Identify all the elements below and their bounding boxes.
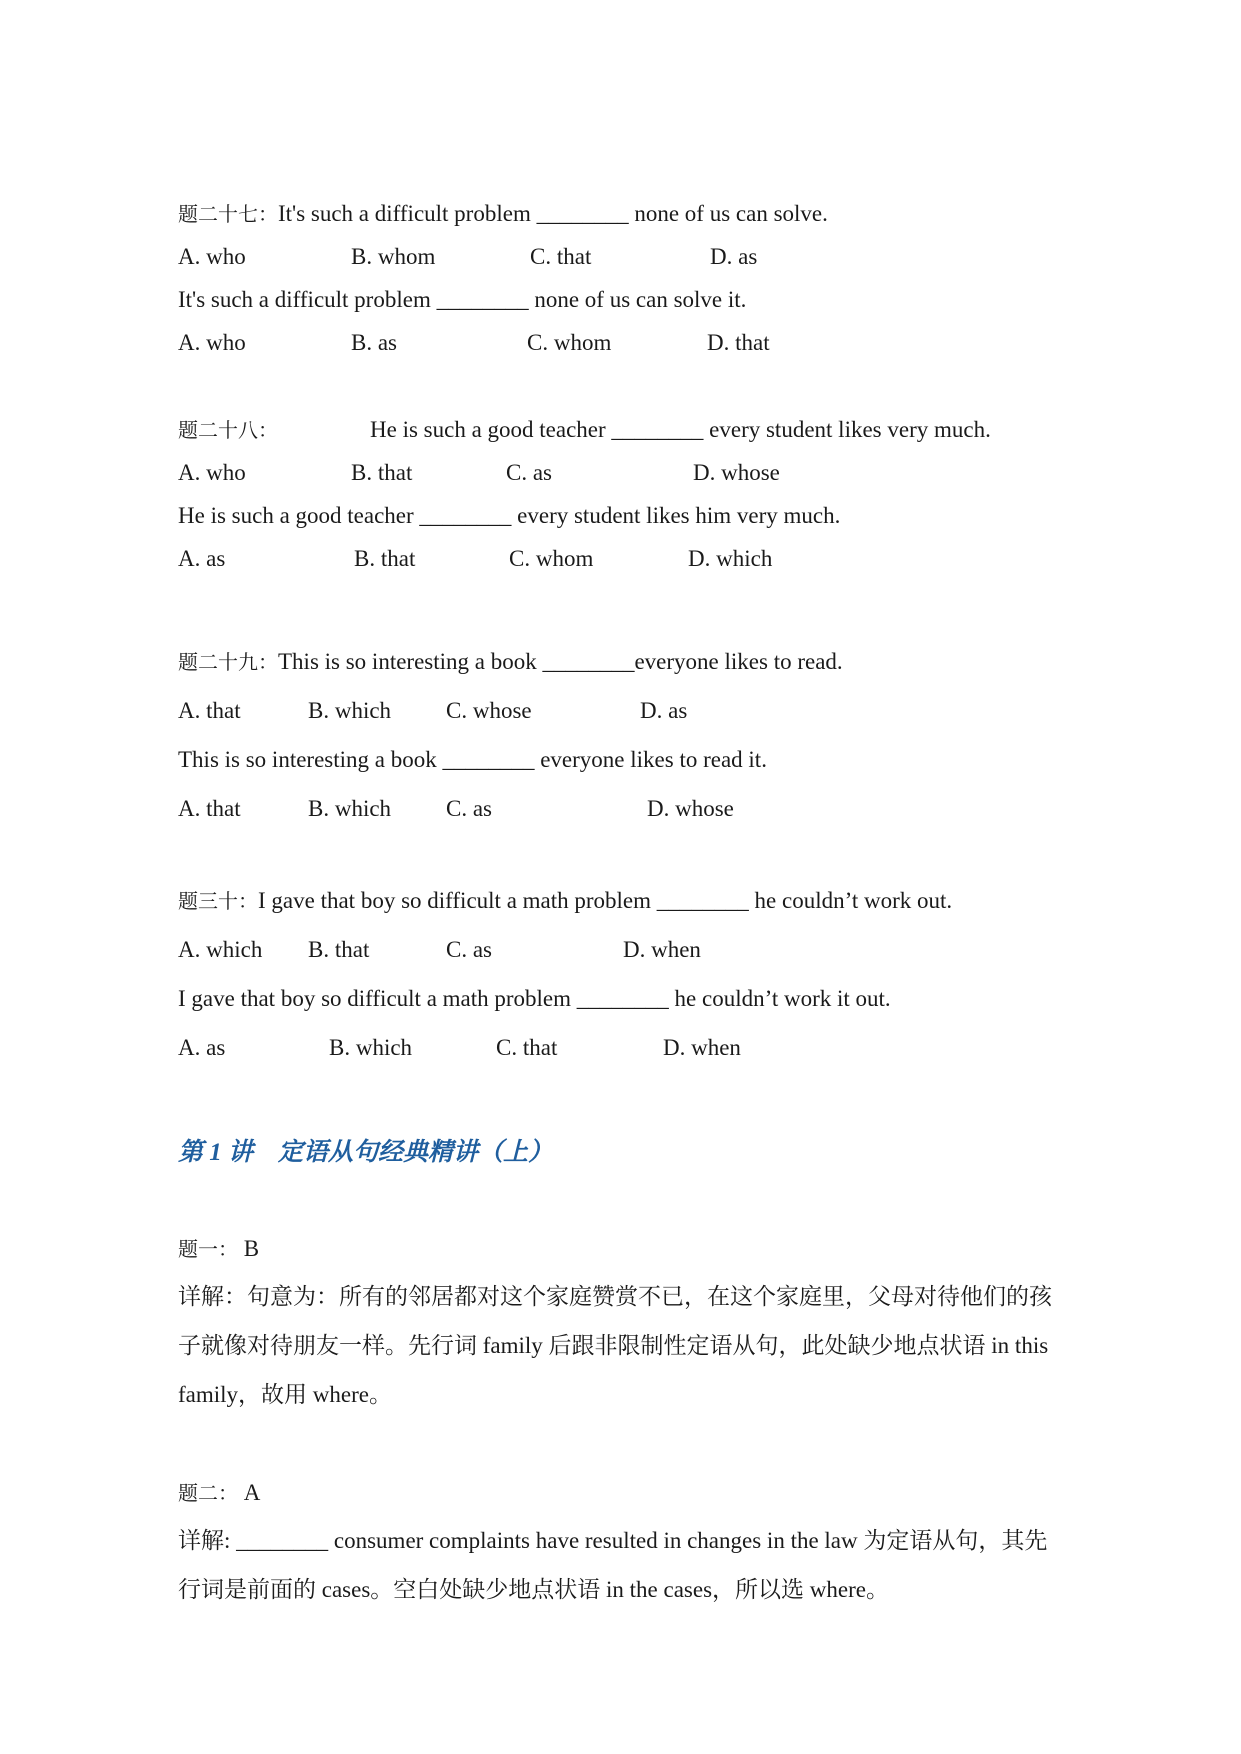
option-c: C. whom: [527, 330, 612, 355]
question-28-stem: [178, 415, 991, 446]
option-b: B. which: [308, 796, 392, 821]
option-b: B. whom: [351, 244, 436, 269]
option-c: C. as: [446, 796, 492, 821]
option-a: A. as: [178, 1035, 226, 1060]
answer-1-header: [178, 1234, 259, 1265]
option-d: D. that: [707, 330, 770, 355]
option-b: B. that: [351, 460, 413, 485]
option-a: A. who: [178, 460, 246, 485]
option-c: C. that: [530, 244, 592, 269]
option-a: A. who: [178, 330, 246, 355]
answer-value: A: [243, 1480, 261, 1505]
explanation-text: 详解：句意为：所有的邻居都对这个家庭赞赏不已，在这个家庭里，父母对待他们的孩子就像对待朋友一样。先行词 family 后跟非限制性定语从句，此处缺少地点状语 in this family，故用 where。: [178, 1284, 1052, 1407]
option-c: C. as: [446, 937, 492, 962]
option-b: B. that: [354, 546, 416, 571]
answer-2-header: [178, 1478, 260, 1509]
section-heading: 第 1 讲 定语从句经典精讲（上）: [178, 1139, 554, 1166]
option-a: A. as: [178, 546, 226, 571]
question-label: 题二十八：: [178, 420, 278, 442]
option-d: D. whose: [693, 460, 780, 485]
question-text: He is such a good teacher ________ every student likes very much.: [370, 417, 991, 442]
option-c: C. whom: [509, 546, 594, 571]
option-a: A. who: [178, 244, 246, 269]
question-29-stem-2: This is so interesting a book ________ everyone likes to read it.: [178, 747, 767, 772]
option-d: D. as: [710, 244, 758, 269]
option-d: D. as: [640, 698, 688, 723]
question-label: 题二十九：: [178, 652, 278, 674]
question-28-options-1: [178, 458, 878, 488]
option-b: B. which: [308, 698, 392, 723]
option-b: B. as: [351, 330, 397, 355]
option-c: C. as: [506, 460, 552, 485]
question-30-options-1: [178, 935, 878, 965]
question-text: This is so interesting a book ________everyone likes to read.: [278, 649, 843, 674]
option-d: D. when: [663, 1035, 741, 1060]
question-label: 题二十七：: [178, 204, 278, 226]
option-a: A. that: [178, 698, 241, 723]
question-29-options-1: [178, 696, 878, 726]
question-27-stem-2: It's such a difficult problem ________ none of us can solve it.: [178, 287, 747, 312]
question-30-options-2: [178, 1033, 878, 1063]
answer-2-explanation: [178, 1516, 1068, 1614]
question-30-stem: [178, 886, 952, 917]
option-d: D. whose: [647, 796, 734, 821]
question-label: 题三十：: [178, 891, 258, 913]
option-a: A. that: [178, 796, 241, 821]
answer-1-explanation: [178, 1272, 1068, 1419]
answer-label: 题二：: [178, 1483, 238, 1505]
question-30-stem-2: I gave that boy so difficult a math problem ________ he couldn’t work it out.: [178, 986, 891, 1011]
question-text: It's such a difficult problem ________ none of us can solve.: [278, 201, 828, 226]
option-d: D. when: [623, 937, 701, 962]
question-28-options-2: [178, 544, 878, 574]
question-29-options-2: [178, 794, 878, 824]
answer-value: B: [243, 1236, 260, 1261]
answer-label: 题一：: [178, 1239, 238, 1261]
question-text: I gave that boy so difficult a math problem ________ he couldn’t work out.: [258, 888, 953, 913]
question-27-stem: [178, 199, 828, 230]
option-c: C. that: [496, 1035, 558, 1060]
option-d: D. which: [688, 546, 773, 571]
option-b: B. that: [308, 937, 370, 962]
question-28-stem-2: He is such a good teacher ________ every student likes him very much.: [178, 503, 841, 528]
question-27-options-2: [178, 328, 878, 358]
question-27-options-1: [178, 242, 878, 272]
option-b: B. which: [329, 1035, 413, 1060]
explanation-text: 详解: ________ consumer complaints have resulted in changes in the law 为定语从句，其先行词是前面的 cases。空白处缺少地点状语 in the cases，所以选 where。: [178, 1528, 1048, 1602]
question-29-stem: [178, 647, 843, 678]
option-c: C. whose: [446, 698, 532, 723]
option-a: A. which: [178, 937, 263, 962]
